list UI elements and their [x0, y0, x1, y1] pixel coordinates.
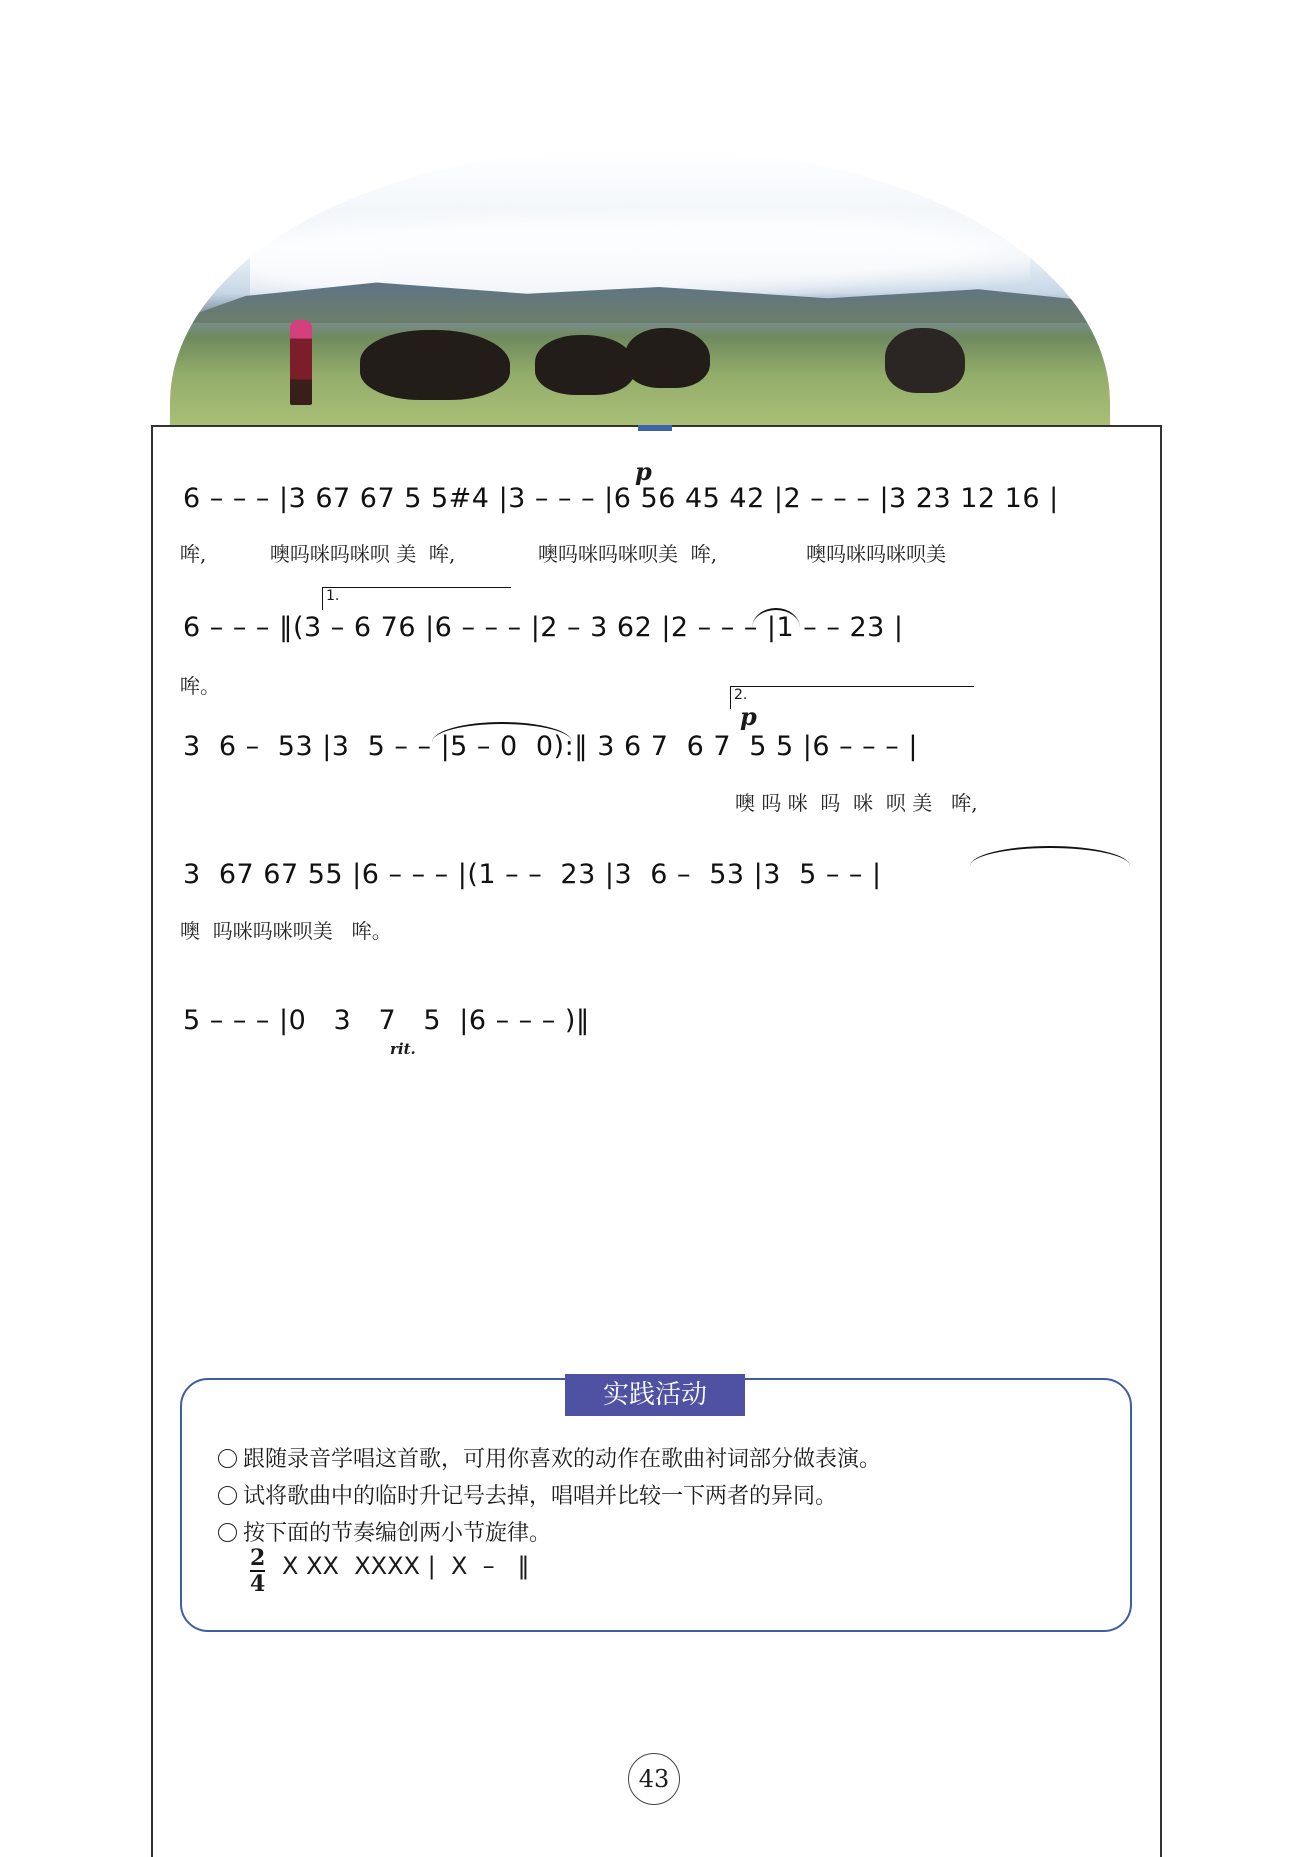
lyric-line-3: 噢 吗 咪 吗 咪 呗 美 哞,: [735, 791, 978, 815]
herder-figure: [290, 320, 312, 405]
activity-title: 实践活动: [565, 1374, 745, 1416]
frame-tab: [638, 425, 672, 431]
score-line-4: 3 67 67 55 |6 – – – |(1 – – 23 |3 6 – 53 |3 5 – – |: [183, 859, 882, 890]
score-line-1: 6 – – – |3 67 67 5 5#4 |3 – – – |6 56 45 42 |2 – – – |3 23 12 16 |: [183, 483, 1059, 514]
time-signature: 2 4: [250, 1545, 266, 1597]
lyric-line-1: 哞, 噢吗咪吗咪呗 美 哞, 噢吗咪吗咪呗美 哞, 噢吗咪吗咪呗美: [180, 542, 947, 566]
lyric-line-4: 噢 吗咪吗咪呗美 哞。: [180, 919, 392, 943]
score-line-2: 6 – – – ‖(3 – 6 76 |6 – – – |2 – 3 62 |2 – – – |1 – – 23 |: [183, 612, 904, 643]
volta-first-ending: 1.: [322, 587, 511, 610]
lyric-line-2: 哞。: [180, 674, 220, 698]
dynamic-piano-2: p: [740, 702, 757, 731]
score-line-3: 3 6 – 53 |3 5 – – |5 – 0 0):‖ 3 6 7 6 7 5 5 |6 – – – |: [183, 731, 918, 762]
yak-3: [625, 328, 710, 388]
rhythm-pattern: X XX XXXX | X – ‖: [282, 1552, 530, 1580]
yak-1: [360, 330, 510, 400]
volta-second-ending: 2.: [730, 686, 974, 709]
activity-item-2: 试将歌曲中的临时升记号去掉，唱唱并比较一下两者的异同。: [218, 1479, 837, 1510]
practice-activity-box: [180, 1378, 1132, 1632]
activity-item-1: 跟随录音学唱这首歌，可用你喜欢的动作在歌曲衬词部分做表演。: [218, 1442, 881, 1473]
dynamic-piano-1: p: [635, 457, 652, 486]
yak-4: [885, 328, 965, 393]
activity-item-3: 按下面的节奏编创两小节旋律。: [218, 1516, 551, 1547]
ritardando-mark: rit.: [390, 1040, 416, 1058]
pasture-photo: [170, 150, 1110, 425]
score-line-5: 5 – – – |0 3 7 5 |6 – – – )‖: [183, 1005, 590, 1036]
page-number: 43: [628, 1753, 680, 1805]
yak-2: [535, 335, 635, 395]
circle-bullet-icon: [218, 1523, 237, 1542]
circle-bullet-icon: [218, 1449, 237, 1468]
circle-bullet-icon: [218, 1486, 237, 1505]
